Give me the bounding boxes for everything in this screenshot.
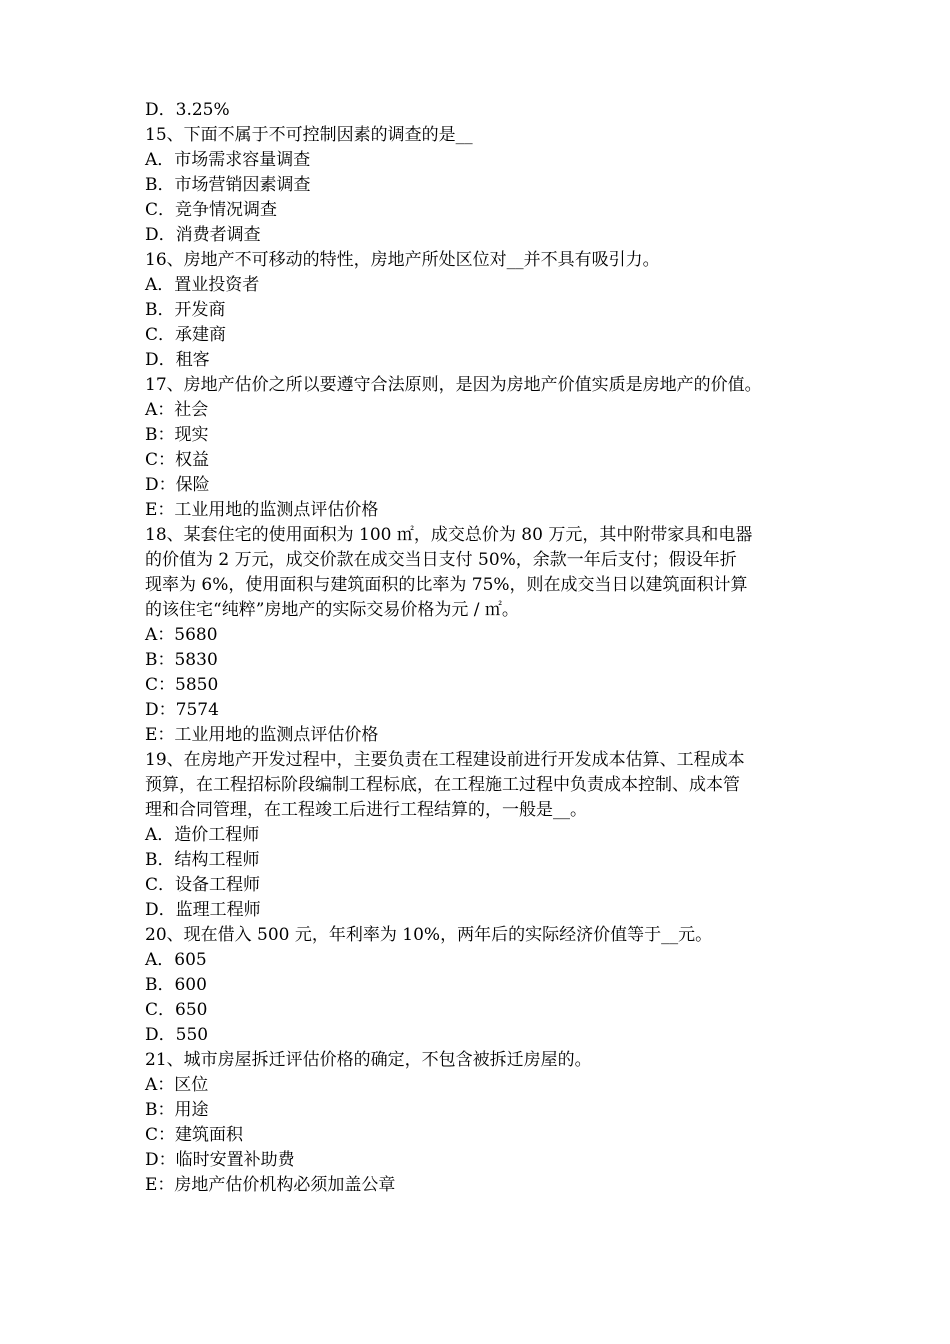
q20-option-b: B．600 — [145, 975, 207, 995]
q21-question: 21、城市房屋拆迁评估价格的确定，不包含被拆迁房屋的。 — [145, 1050, 592, 1070]
q14-option-d: D．3.25% — [145, 100, 230, 120]
q18-option-a: A：5680 — [145, 625, 218, 645]
q19-question-line-2: 预算，在工程招标阶段编制工程标底，在工程施工过程中负责成本控制、成本管 — [145, 775, 740, 795]
q19-question-line-3: 理和合同管理，在工程竣工后进行工程结算的，一般是__。 — [145, 800, 587, 820]
q18-question-line-2: 的价值为 2 万元，成交价款在成交当日支付 50%，余款一年后支付；假设年折 — [145, 550, 737, 570]
q18-question-line-3: 现率为 6%，使用面积与建筑面积的比率为 75%，则在成交当日以建筑面积计算 — [145, 575, 748, 595]
q15-option-b: B．市场营销因素调查 — [145, 175, 311, 195]
q21-option-a: A：区位 — [145, 1075, 209, 1095]
q20-option-a: A．605 — [145, 950, 207, 970]
q15-option-d: D．消费者调查 — [145, 225, 261, 245]
q17-option-e: E：工业用地的监测点评估价格 — [145, 500, 379, 520]
q19-option-b: B．结构工程师 — [145, 850, 260, 870]
q18-option-b: B：5830 — [145, 650, 218, 670]
q19-option-a: A．造价工程师 — [145, 825, 260, 845]
q20-option-c: C．650 — [145, 1000, 208, 1020]
q15-option-c: C．竞争情况调查 — [145, 200, 278, 220]
q16-option-c: C．承建商 — [145, 325, 227, 345]
q15-option-a: A．市场需求容量调查 — [145, 150, 311, 170]
q16-question: 16、房地产不可移动的特性，房地产所处区位对__并不具有吸引力。 — [145, 250, 660, 270]
q17-option-c: C：权益 — [145, 450, 210, 470]
q19-option-c: C．设备工程师 — [145, 875, 261, 895]
q21-option-c: C：建筑面积 — [145, 1125, 244, 1145]
q16-option-d: D．租客 — [145, 350, 210, 370]
q19-option-d: D．监理工程师 — [145, 900, 261, 920]
q19-question-line-1: 19、在房地产开发过程中，主要负责在工程建设前进行开发成本估算、工程成本 — [145, 750, 745, 770]
q18-option-d: D：7574 — [145, 700, 219, 720]
q18-option-c: C：5850 — [145, 675, 219, 695]
document-page — [145, 98, 811, 1198]
q16-option-a: A．置业投资者 — [145, 275, 260, 295]
q17-option-a: A：社会 — [145, 400, 209, 420]
q17-option-b: B：现实 — [145, 425, 209, 445]
q18-option-e: E：工业用地的监测点评估价格 — [145, 725, 379, 745]
q20-question: 20、现在借入 500 元，年利率为 10%，两年后的实际经济价值等于__元。 — [145, 925, 713, 945]
q21-option-b: B：用途 — [145, 1100, 209, 1120]
q18-question-line-4: 的该住宅“纯粹”房地产的实际交易价格为元 / ㎡。 — [145, 600, 519, 620]
q17-question: 17、房地产估价之所以要遵守合法原则，是因为房地产价值实质是房地产的价值。 — [145, 375, 762, 395]
q16-option-b: B．开发商 — [145, 300, 226, 320]
q17-option-d: D：保险 — [145, 475, 210, 495]
q20-option-d: D．550 — [145, 1025, 209, 1045]
q15-question: 15、下面不属于不可控制因素的调查的是__ — [145, 125, 473, 145]
q21-option-d: D：临时安置补助费 — [145, 1150, 295, 1170]
q18-question-line-1: 18、某套住宅的使用面积为 100 ㎡，成交总价为 80 万元，其中附带家具和电器 — [145, 525, 753, 545]
q21-option-e: E：房地产估价机构必须加盖公章 — [145, 1175, 396, 1195]
